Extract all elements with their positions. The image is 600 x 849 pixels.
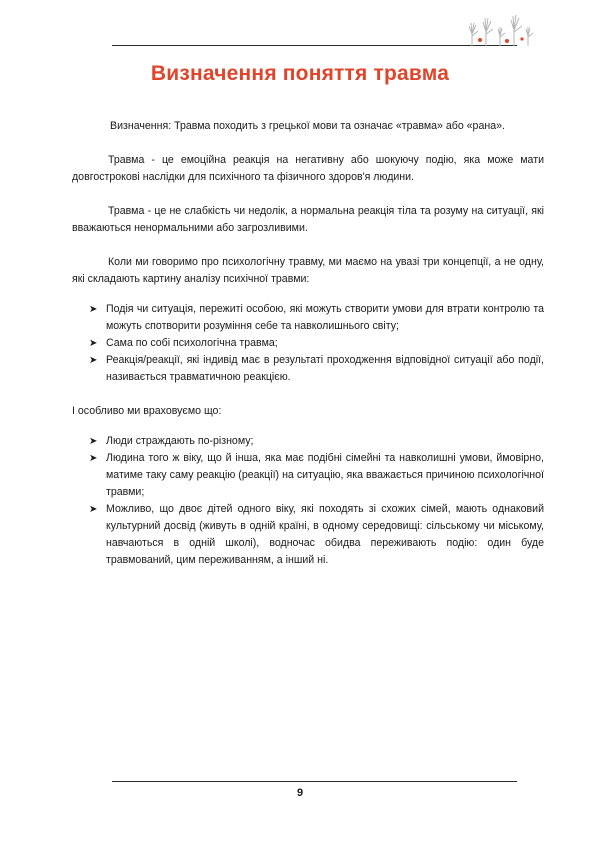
arrowhead-bullet-icon: ➤ [89,355,98,366]
considerations-list [72,433,544,569]
list-item: ➤ Сама по собі психологічна травма; [72,335,544,352]
arrowhead-bullet-icon: ➤ [89,436,98,447]
header-rule [112,45,517,46]
definition-line: Визначення: Травма походить з грецької мови та означає «травма» або «рана». [110,120,505,132]
list-item: ➤ Людина того ж віку, що й інша, яка має подібні сімейні та навколишні умови, ймовірно, матиме таку саму реакцію (реакції) на ситуацію, яка вважається причиною психологічної травми; [89,452,544,498]
footer-rule [112,781,517,782]
list-item: ➤ Подія чи ситуація, пережиті особою, які можуть створити умови для втрати контролю та можуть спотворити розуміння себе та навколишнього світу; [89,303,544,332]
document-body [72,118,544,569]
arrowhead-bullet-icon: ➤ [89,453,98,464]
list-item: ➤ Можливо, що двоє дітей одного віку, які походять зі схожих сімей, мають однаковий культурний досвід (живуть в одній країні, в одному середовищі: сільському чи міському, навчаються в одній школі), водночас обидва переживають подію: один буде травмований, цим переживанням, а інший ні. [89,503,544,566]
list-item: ➤ Реакція/реакції, які індивід має в результаті проходження відповідної ситуації або події, називається травматичною реакцією. [89,354,544,383]
arrowhead-bullet-icon: ➤ [89,338,98,349]
hands-illustration-icon [466,12,536,48]
arrowhead-bullet-icon: ➤ [89,504,98,515]
paragraph-trauma-emotional: Травма - це емоційна реакція на негативну або шокуючу подію, яка може мати довгострокові наслідки для психічного та фізичного здоров'я людини. [72,154,544,183]
paragraph-trauma-normal-reaction: Травма - це не слабкість чи недолік, а нормальна реакція тіла та розуму на ситуації, які вважаються ненормальними або загрозливими. [72,205,544,234]
concepts-list [72,301,544,386]
paragraph-three-concepts: Коли ми говоримо про психологічну травму, ми маємо на увазі три концепції, а не одну, які складають картину аналізу психічної травми: [72,256,544,285]
list-item: ➤ Люди страждають по-різному; [72,433,544,450]
page-number: 9 [296,787,304,799]
arrowhead-bullet-icon: ➤ [89,304,98,315]
page-title: Визначення поняття травма [150,62,450,85]
considerations-heading: І особливо ми враховуємо що: [72,405,222,417]
